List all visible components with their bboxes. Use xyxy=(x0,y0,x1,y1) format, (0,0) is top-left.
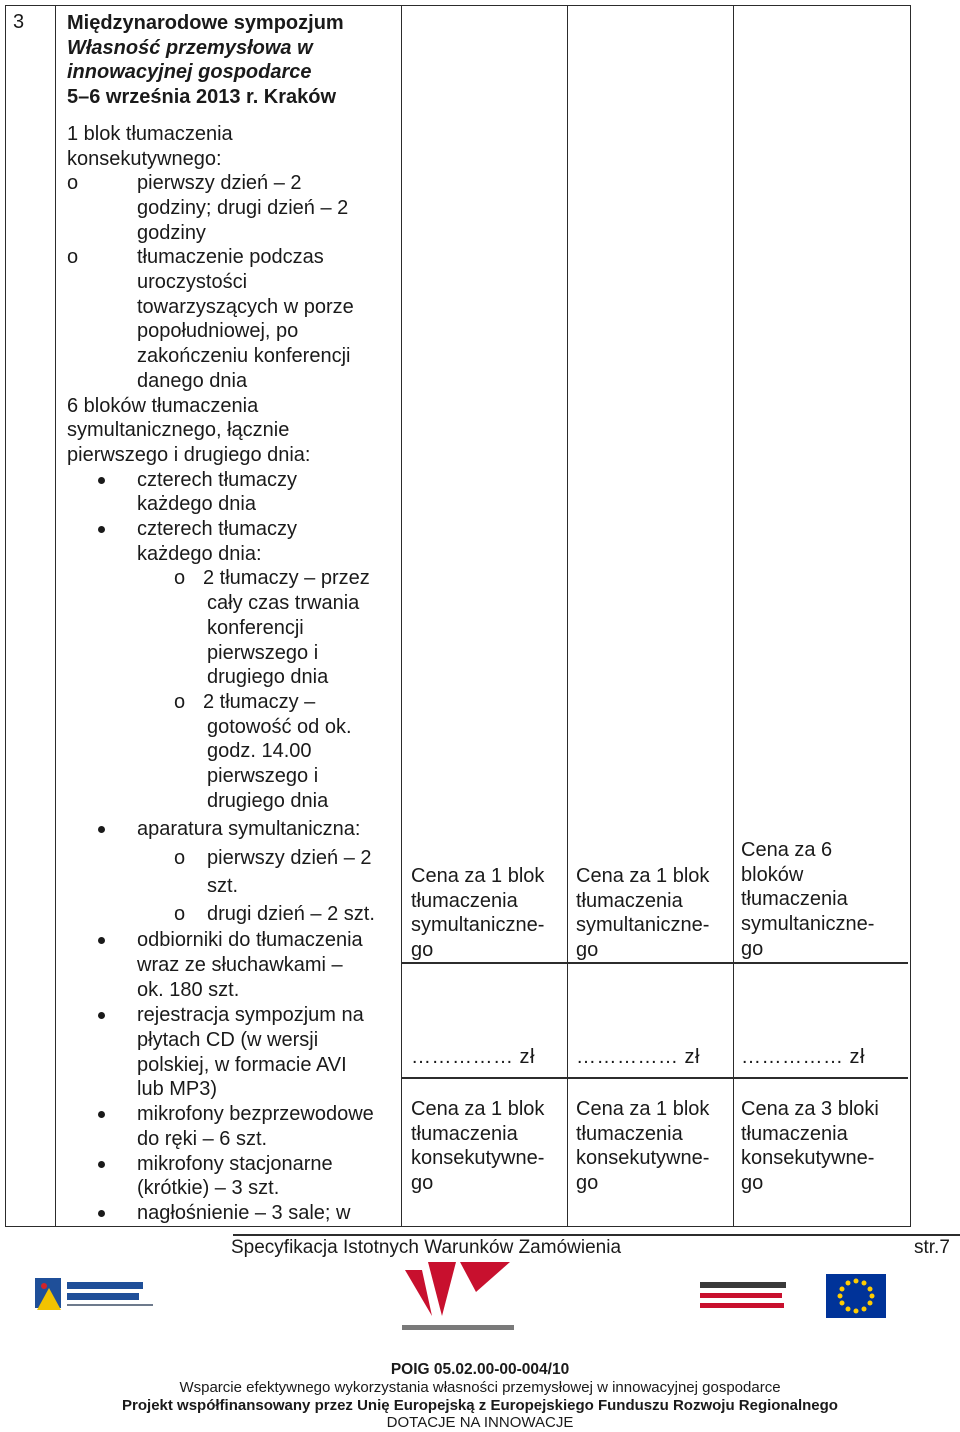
title-line-4: 5–6 września 2013 r. Kraków xyxy=(67,86,337,109)
bullet-icon xyxy=(98,826,105,833)
price-amount-field[interactable]: …………… zł xyxy=(576,1046,700,1068)
bullet-icon xyxy=(98,1161,105,1168)
bullet-icon xyxy=(98,477,105,484)
consecutive-intro: 1 blok tłumaczenia konsekutywnego: xyxy=(67,122,233,170)
price-label-simultaneous: Cena za 6 bloków tłumaczenia symultaniczne- go xyxy=(741,839,875,960)
description-cell xyxy=(56,6,402,1227)
support-line: Wsparcie efektywnego wykorzystania własności przemysłowej w innowacyjnej gospodarce xyxy=(179,1379,781,1396)
price-amount-field[interactable]: …………… zł xyxy=(741,1046,865,1068)
circle-marker-icon: o xyxy=(67,246,79,269)
row-number-cell xyxy=(6,6,56,1227)
list-item: aparatura symultaniczna: xyxy=(67,817,397,842)
list-item: o 2 tłumaczy – gotowość od ok. godz. 14.00 pierwszego i drugiego dnia xyxy=(174,690,352,812)
list-item: mikrofony stacjonarne (krótkie) – 3 szt. xyxy=(67,1152,397,1201)
price-label-simultaneous: Cena za 1 blok tłumaczenia symultaniczne- go xyxy=(576,865,710,962)
title-line-2: Własność przemysłowa w xyxy=(67,36,313,59)
list-item: odbiorniki do tłumaczenia wraz ze słuchawkami – ok. 180 szt. xyxy=(67,928,397,1002)
grants-line: DOTACJE NA INNOWACJE xyxy=(386,1414,574,1431)
urzad-patentowy-logo xyxy=(400,1262,518,1336)
bullet-icon xyxy=(98,526,105,533)
price-label-consecutive: Cena za 1 blok tłumaczenia konsekutywne- go xyxy=(411,1098,545,1195)
poig-number: POIG 05.02.00-00-004/10 xyxy=(390,1361,570,1378)
circle-marker-icon: o xyxy=(174,690,186,713)
list-item: o pierwszy dzień – 2 szt. xyxy=(67,844,397,900)
row-number: 3 xyxy=(13,11,25,33)
list-item: o pierwszy dzień – 2 godziny; drugi dzień – 2 godziny xyxy=(67,172,349,244)
price-cell-3 xyxy=(734,6,911,1227)
circle-marker-icon: o xyxy=(174,567,186,590)
circle-marker-icon: o xyxy=(174,903,186,926)
title-line-1: Międzynarodowe sympozjum xyxy=(67,12,344,34)
price-amount-field[interactable]: …………… zł xyxy=(411,1046,535,1068)
spec-title: Specyfikacja Istotnych Warunków Zamówienia xyxy=(231,1237,622,1258)
circle-marker-icon: o xyxy=(174,847,186,870)
list-item: o 2 tłumaczy – przez cały czas trwania konferencji pierwszego i drugiego dnia xyxy=(174,567,370,689)
innowacyjna-gospodarka-logo xyxy=(35,1272,165,1316)
price-label-simultaneous: Cena za 1 blok tłumaczenia symultaniczne- go xyxy=(411,865,545,962)
bullet-icon xyxy=(98,1012,105,1019)
eu-logo xyxy=(700,1272,890,1324)
footer-divider xyxy=(233,1234,960,1236)
cofinanced-line: Projekt współfinansowany przez Unię Europejską z Europejskiego Funduszu Rozwoju Regionalnego xyxy=(122,1397,838,1414)
offer-table xyxy=(5,5,911,1227)
list-item: czterech tłumaczy każdego dnia: xyxy=(67,517,397,566)
list-item: czterech tłumaczy każdego dnia xyxy=(67,468,397,517)
price-cell-1 xyxy=(402,6,568,1227)
price-cell-2 xyxy=(568,6,734,1227)
list-item: mikrofony bezprzewodowe do ręki – 6 szt. xyxy=(67,1102,397,1151)
bullet-icon xyxy=(98,937,105,944)
list-item: o drugi dzień – 2 szt. xyxy=(67,900,397,928)
list-item: rejestracja sympozjum na płytach CD (w wersji polskiej, w formacie AVI lub MP3) xyxy=(67,1003,397,1102)
title-line-3: innowacyjnej gospodarce xyxy=(67,61,312,84)
list-item: o tłumaczenie podczas uroczystości towarzyszących w porze popołudniowej, po zakończeniu konferencji danego dnia xyxy=(67,246,354,392)
bullet-icon xyxy=(98,1111,105,1118)
list-item: nagłośnienie – 3 sale; w xyxy=(67,1201,397,1226)
price-divider xyxy=(402,1077,908,1079)
circle-marker-icon: o xyxy=(67,172,79,195)
page-number: str.7 xyxy=(914,1237,950,1258)
price-label-consecutive: Cena za 1 blok tłumaczenia konsekutywne- go xyxy=(576,1098,710,1195)
price-label-consecutive: Cena za 3 bloki tłumaczenia konsekutywne- go xyxy=(741,1098,879,1195)
bullet-icon xyxy=(98,1210,105,1217)
simultaneous-intro: 6 bloków tłumaczenia symultanicznego, łącznie pierwszego i drugiego dnia: xyxy=(67,394,311,466)
